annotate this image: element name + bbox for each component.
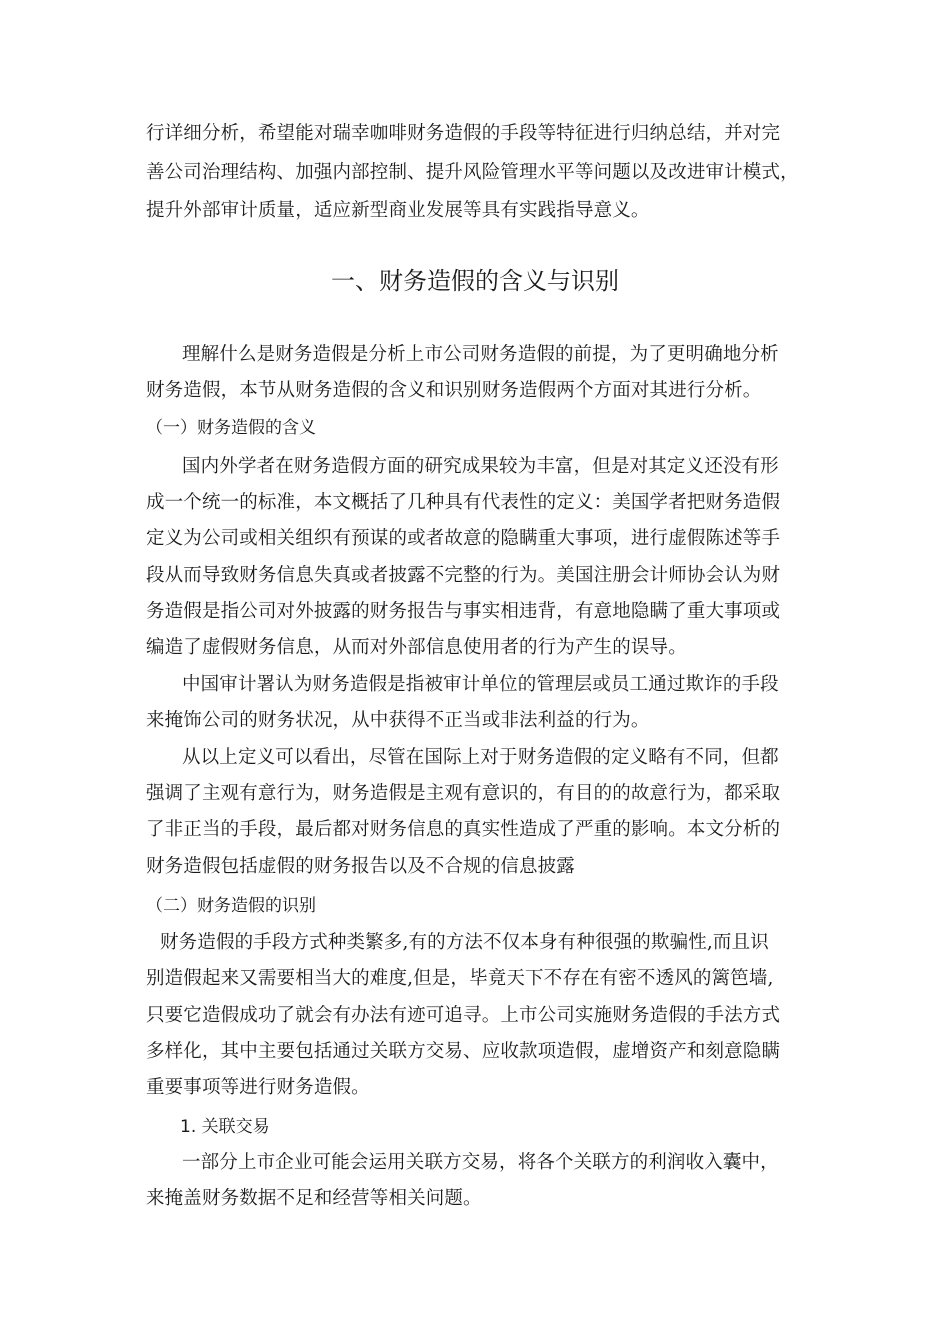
subsection-title-identification: （二）财务造假的识别 [146,896,316,916]
intro-line-3: 提升外部审计质量，适应新型商业发展等具有实践指导意义。 [146,200,650,221]
paragraph-line: 多样化，其中主要包括通过关联方交易、应收款项造假，虚增资产和刻意隐瞒 [146,1041,781,1062]
paragraph-line: 只要它造假成功了就会有办法有迹可追寻。上市公司实施财务造假的手法方式 [146,1005,781,1026]
paragraph-line: 强调了主观有意行为，财务造假是主观有意识的，有目的的故意行为，都采取 [146,783,781,804]
paragraph-line: 国内外学者在财务造假方面的研究成果较为丰富，但是对其定义还没有形 [182,456,779,477]
section-title: 一、财务造假的含义与识别 [331,267,619,295]
section-lead-line-2: 财务造假，本节从财务造假的含义和识别财务造假两个方面对其进行分析。 [146,380,762,401]
paragraph-line: 从以上定义可以看出，尽管在国际上对于财务造假的定义略有不同，但都 [182,747,779,768]
paragraph-line: 一部分上市企业可能会运用关联方交易，将各个关联方的利润收入囊中， [182,1152,779,1173]
section-lead-line-1: 理解什么是财务造假是分析上市公司财务造假的前提，为了更明确地分析 [182,344,779,365]
paragraph-line: 中国审计署认为财务造假是指被审计单位的管理层或员工通过欺诈的手段 [182,674,779,695]
intro-line-1: 行详细分析，希望能对瑞幸咖啡财务造假的手段等特征进行归纳总结，并对完 [146,123,781,144]
item-title-related-transactions: 1. 关联交易 [180,1117,270,1137]
paragraph-line: 来掩盖财务数据不足和经营等相关问题。 [146,1188,482,1209]
paragraph-line: 成一个统一的标准，本文概括了几种具有代表性的定义：美国学者把财务造假 [146,492,781,513]
paragraph-line: 编造了虚假财务信息，从而对外部信息使用者的行为产生的误导。 [146,637,687,658]
subsection-title-definition: （一）财务造假的含义 [146,418,316,438]
paragraph-line: 了非正当的手段，最后都对财务信息的真实性造成了严重的影响。本文分析的 [146,819,781,840]
paragraph-line: 来掩饰公司的财务状况，从中获得不正当或非法利益的行为。 [146,710,650,731]
paragraph-line: 财务造假的手段方式种类繁多,有的方法不仅本身有种很强的欺骗性,而且识 [160,932,769,953]
paragraph-line: 重要事项等进行财务造假。 [146,1077,370,1098]
paragraph-line: 定义为公司或相关组织有预谋的或者故意的隐瞒重大事项，进行虚假陈述等手 [146,528,781,549]
intro-line-2: 善公司治理结构、加强内部控制、提升风险管理水平等问题以及改进审计模式， [146,162,799,183]
paragraph-line: 别造假起来又需要相当大的难度,但是，毕竟天下不存在有密不透风的篱笆墙, [146,968,774,989]
paragraph-line: 务造假是指公司对外披露的财务报告与事实相违背，有意地隐瞒了重大事项或 [146,601,781,622]
paragraph-line: 段从而导致财务信息失真或者披露不完整的行为。美国注册会计师协会认为财 [146,565,781,586]
paragraph-line: 财务造假包括虚假的财务报告以及不合规的信息披露 [146,856,575,877]
